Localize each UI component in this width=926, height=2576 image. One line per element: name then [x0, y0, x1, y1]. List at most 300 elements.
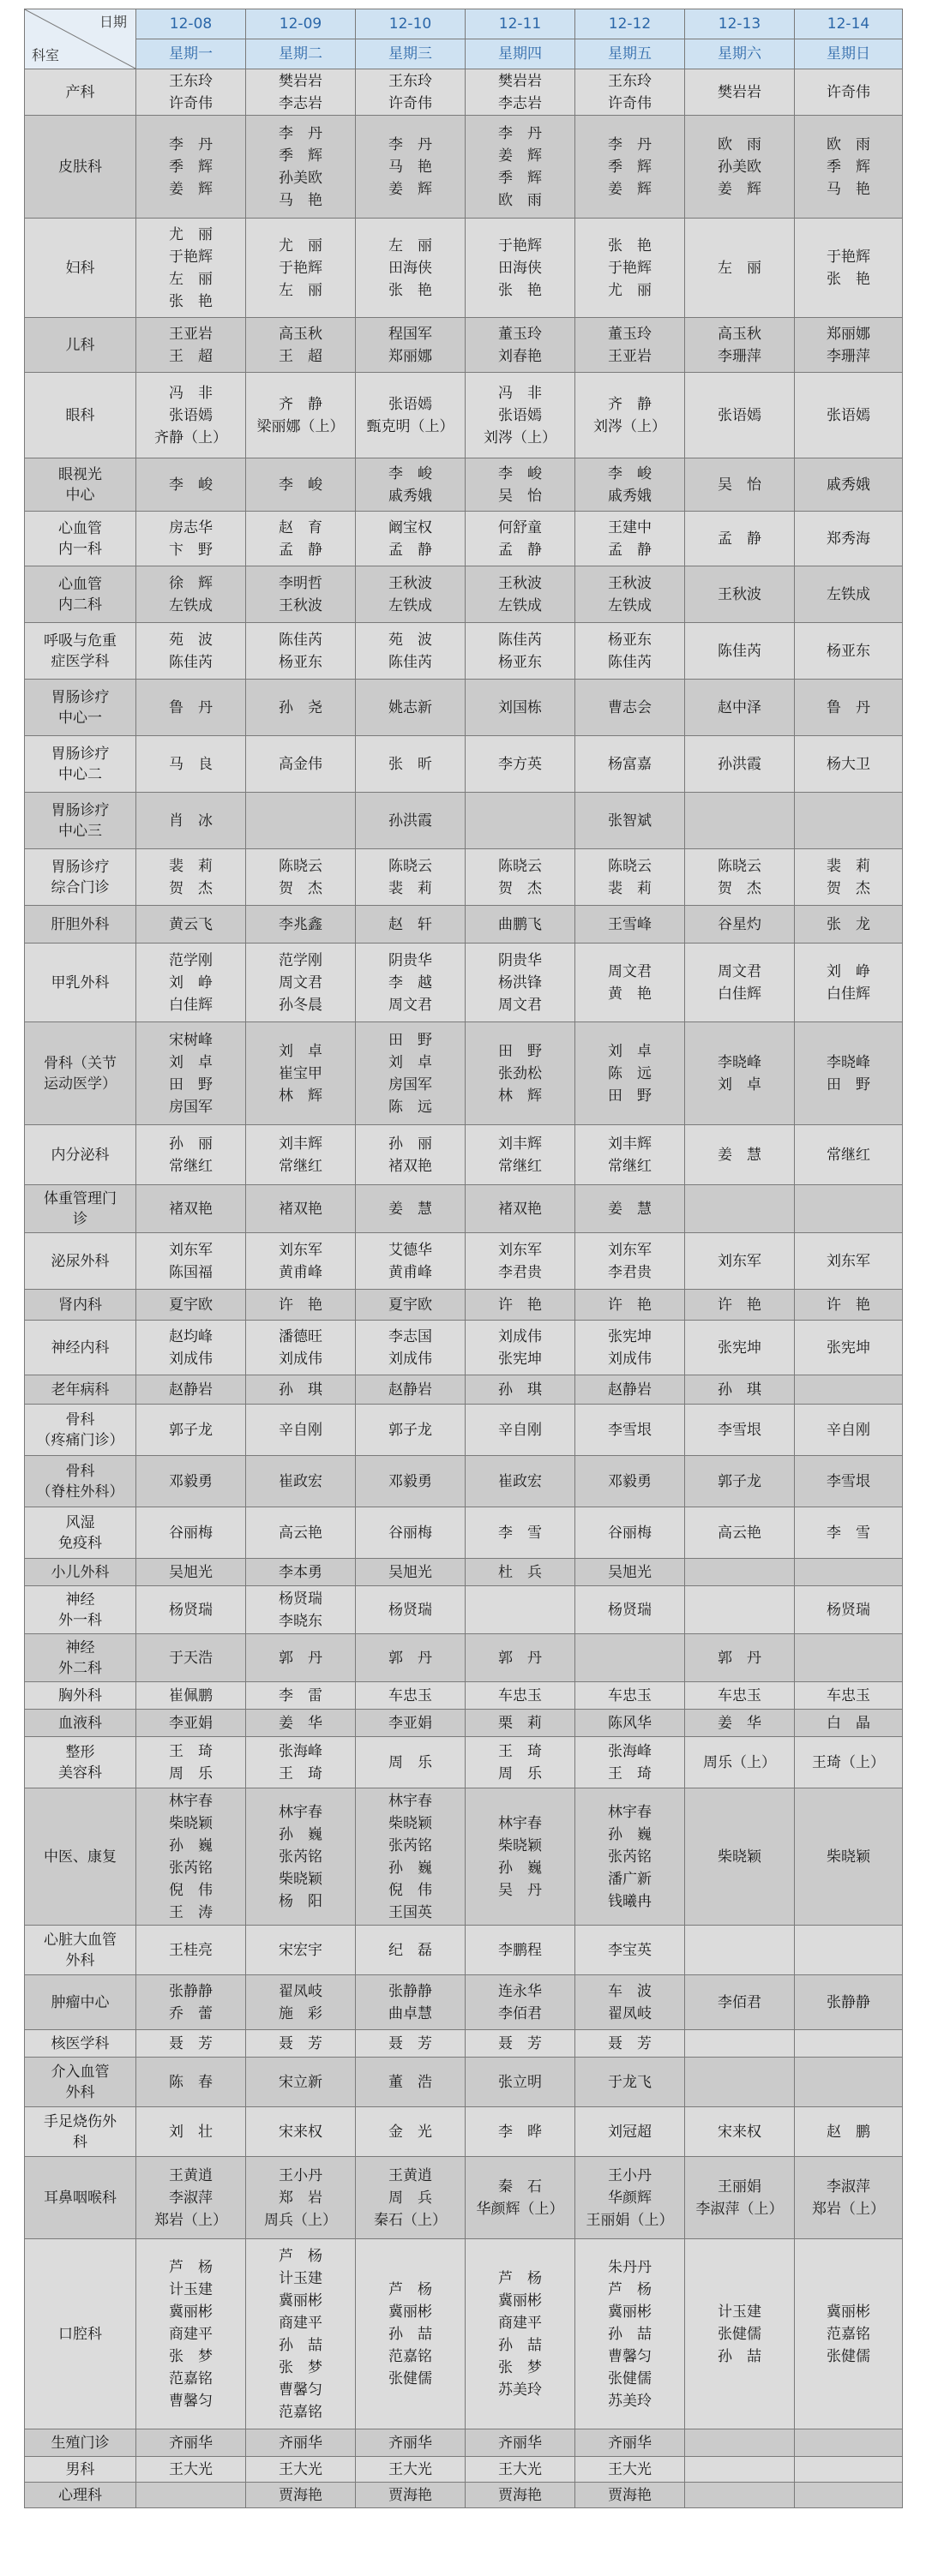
doctor-name: 崔宝甲 [279, 1064, 322, 1082]
doctor-name: 程国军 [388, 325, 432, 343]
doctor-name: 吴 丹 [498, 1881, 542, 1899]
doctor-name: 周 兵 [388, 2189, 432, 2207]
doctor-name: 张语嫣 [827, 406, 870, 424]
doctor-name: 杜 兵 [498, 1563, 542, 1581]
doctor-name: 于艳辉 [608, 259, 652, 277]
doctor-cell [136, 1559, 246, 1586]
doctor-cell [685, 1926, 795, 1975]
doctor-name: 张 艳 [608, 237, 652, 255]
doctor-name: 高玉秋 [718, 325, 761, 343]
doctor-name: 朱丹丹 [608, 2258, 652, 2276]
doctor-cell [575, 736, 685, 793]
table-row [25, 1586, 903, 1634]
doctor-name: 曹馨匀 [608, 2347, 652, 2365]
doctor-cell [356, 458, 466, 512]
doctor-cell [136, 1233, 246, 1290]
doctor-cell [466, 1737, 575, 1788]
doctor-cell [136, 2457, 246, 2483]
doctor-cell [246, 2483, 356, 2508]
doctor-name: 田 野 [827, 1075, 870, 1093]
doctor-cell [136, 1926, 246, 1975]
doctor-name: 王建中 [608, 518, 652, 536]
doctor-name: 车忠玉 [388, 1686, 432, 1704]
doctor-name: 郭 丹 [388, 1649, 432, 1667]
doctor-cell [685, 680, 795, 736]
doctor-name: 孙 巍 [169, 1836, 213, 1854]
doctor-cell [466, 1022, 575, 1125]
doctor-cell [795, 849, 903, 906]
table-row [25, 2239, 903, 2429]
doctor-name: 孙 尧 [279, 698, 322, 716]
doctor-name: 张劲松 [498, 1064, 542, 1082]
doctor-cell [795, 2107, 903, 2157]
doctor-name: 宋立新 [279, 2073, 322, 2091]
doctor-cell [685, 2107, 795, 2157]
doctor-name: 林 辉 [498, 1087, 542, 1105]
doctor-name: 左铁成 [827, 585, 870, 603]
doctor-cell [795, 680, 903, 736]
doctor-name: 高云艳 [279, 1524, 322, 1542]
doctor-name: 王丽娟 [718, 2178, 761, 2196]
doctor-name: 张语嫣 [718, 406, 761, 424]
doctor-cell [466, 1456, 575, 1507]
doctor-name: 孙 喆 [388, 2325, 432, 2343]
department-cell [25, 458, 136, 512]
doctor-cell [356, 1290, 466, 1321]
doctor-cell [136, 944, 246, 1022]
department-name: 外科 [65, 2083, 95, 2101]
doctor-name: 白佳辉 [827, 985, 870, 1003]
doctor-name: 王大光 [498, 2460, 542, 2478]
doctor-cell [136, 318, 246, 373]
doctor-cell [356, 1456, 466, 1507]
doctor-name: 刘涔（上） [593, 417, 666, 435]
doctor-name: 陈佳芮 [388, 653, 432, 671]
doctor-cell [356, 680, 466, 736]
doctor-cell [685, 116, 795, 219]
doctor-cell [246, 1559, 356, 1586]
doctor-name: 田 野 [169, 1075, 213, 1093]
doctor-name: 张宪坤 [827, 1339, 870, 1357]
doctor-cell [685, 1975, 795, 2030]
doctor-name: 李本勇 [279, 1563, 322, 1581]
department-name: 心理科 [58, 2486, 102, 2504]
doctor-cell [795, 1456, 903, 1507]
doctor-cell [685, 2457, 795, 2483]
doctor-cell [246, 1375, 356, 1405]
department-name: 胸外科 [58, 1686, 102, 1704]
table-row [25, 1375, 903, 1405]
doctor-cell [685, 736, 795, 793]
doctor-cell [246, 1788, 356, 1926]
doctor-name: 赵静岩 [388, 1381, 432, 1399]
doctor-name: 刘 卓 [388, 1053, 432, 1071]
doctor-name: 王黄逍 [388, 2166, 432, 2184]
doctor-name: 张海峰 [279, 1742, 322, 1760]
table-row [25, 1788, 903, 1926]
doctor-name: 张语嫣 [169, 406, 213, 424]
doctor-name: 崔佩鹏 [169, 1686, 213, 1704]
doctor-name: 聂 芳 [498, 2034, 542, 2052]
doctor-name: 崔政宏 [498, 1472, 542, 1490]
doctor-cell [136, 1710, 246, 1737]
doctor-name: 李君贵 [498, 1263, 542, 1281]
doctor-name: 王秋波 [608, 574, 652, 592]
doctor-name: 郭子龙 [718, 1472, 761, 1490]
doctor-name: 刘 卓 [718, 1075, 761, 1093]
doctor-cell [246, 1975, 356, 2030]
doctor-name: 冀丽彬 [498, 2291, 542, 2309]
table-row [25, 1290, 903, 1321]
doctor-cell [136, 1634, 246, 1682]
doctor-name: 齐丽华 [388, 2434, 432, 2452]
doctor-cell [356, 373, 466, 458]
table-row [25, 566, 903, 623]
doctor-cell [685, 1634, 795, 1682]
doctor-cell [246, 1737, 356, 1788]
doctor-cell [795, 1559, 903, 1586]
doctor-cell [685, 1125, 795, 1185]
doctor-name: 周文君 [388, 996, 432, 1014]
doctor-cell [795, 1185, 903, 1233]
doctor-name: 尤 丽 [608, 281, 652, 299]
doctor-cell [466, 623, 575, 680]
department-name: 老年病科 [51, 1381, 110, 1399]
doctor-cell [685, 1405, 795, 1456]
doctor-name: 郭 丹 [279, 1649, 322, 1667]
doctor-name: 陈佳芮 [279, 631, 322, 649]
doctor-name: 夏宇欧 [169, 1296, 213, 1314]
doctor-name: 黄甫峰 [388, 1263, 432, 1281]
doctor-cell [136, 2157, 246, 2239]
doctor-cell [685, 1682, 795, 1710]
doctor-cell [136, 1586, 246, 1634]
doctor-name: 田 野 [498, 1042, 542, 1060]
doctor-name: 谷丽梅 [608, 1524, 652, 1542]
department-cell [25, 1559, 136, 1586]
table-row [25, 793, 903, 849]
doctor-name: 芦 杨 [388, 2280, 432, 2298]
doctor-name: 田 野 [608, 1087, 652, 1105]
doctor-name: 季 辉 [169, 158, 213, 176]
doctor-cell [466, 69, 575, 116]
doctor-cell [685, 2239, 795, 2429]
doctor-cell [356, 906, 466, 944]
doctor-name: 辛自刚 [498, 1421, 542, 1439]
doctor-cell [246, 1290, 356, 1321]
doctor-cell [795, 1926, 903, 1975]
doctor-name: 黄甫峰 [279, 1263, 322, 1281]
doctor-name: 王雪峰 [608, 915, 652, 933]
doctor-name: 马 艳 [827, 180, 870, 198]
department-name: 核医学科 [51, 2034, 110, 2052]
department-name: 胃肠诊疗 [51, 858, 110, 876]
doctor-cell [246, 1586, 356, 1634]
department-name: 男科 [65, 2460, 95, 2478]
doctor-cell [136, 2429, 246, 2457]
doctor-cell [136, 2030, 246, 2058]
doctor-name: 李淑萍 [827, 2178, 870, 2196]
doctor-name: 郭子龙 [169, 1421, 213, 1439]
doctor-name: 张健儒 [608, 2369, 652, 2387]
doctor-cell [575, 1926, 685, 1975]
doctor-name: 杨亚东 [498, 653, 542, 671]
doctor-cell [795, 1682, 903, 1710]
doctor-name: 杨贤瑞 [827, 1601, 870, 1619]
doctor-cell [685, 458, 795, 512]
department-name: 小儿外科 [51, 1563, 110, 1581]
doctor-cell [246, 1321, 356, 1375]
doctor-name: 王大光 [279, 2460, 322, 2478]
doctor-name: 何舒童 [498, 518, 542, 536]
doctor-name: 张健儒 [388, 2369, 432, 2387]
doctor-name: 邓毅勇 [608, 1472, 652, 1490]
doctor-cell [685, 1788, 795, 1926]
doctor-name: 董 浩 [388, 2073, 432, 2091]
department-cell [25, 1507, 136, 1559]
weekday-header: 星期五 [575, 39, 685, 69]
doctor-cell [685, 1321, 795, 1375]
doctor-name: 芦 杨 [608, 2280, 652, 2298]
doctor-name: 姜 慧 [388, 1200, 432, 1218]
doctor-cell [795, 906, 903, 944]
doctor-cell [466, 2107, 575, 2157]
doctor-name: 谷丽梅 [169, 1524, 213, 1542]
doctor-name: 周 乐 [169, 1764, 213, 1782]
doctor-cell [575, 680, 685, 736]
doctor-cell [575, 2157, 685, 2239]
doctor-name: 乔 蕾 [169, 2004, 213, 2022]
doctor-name: 季 辉 [498, 169, 542, 187]
doctor-cell [246, 623, 356, 680]
doctor-name: 李君贵 [608, 1263, 652, 1281]
doctor-cell [466, 512, 575, 566]
doctor-name: 李珊萍 [718, 347, 761, 365]
doctor-name: 王小丹 [279, 2166, 322, 2184]
doctor-name: 房国军 [169, 1098, 213, 1116]
department-name: 运动医学） [44, 1075, 117, 1093]
table-row [25, 69, 903, 116]
doctor-name: 孙 巍 [608, 1825, 652, 1843]
doctor-name: 鲁 丹 [827, 698, 870, 716]
doctor-cell [136, 1456, 246, 1507]
doctor-name: 刘丰辉 [279, 1135, 322, 1153]
department-cell [25, 2058, 136, 2107]
department-name: 中心 [65, 486, 95, 504]
department-cell [25, 1233, 136, 1290]
doctor-name: 谷星灼 [718, 915, 761, 933]
doctor-name: 董玉玲 [608, 325, 652, 343]
doctor-name: 姚志新 [388, 698, 432, 716]
doctor-name: 许 艳 [608, 1296, 652, 1314]
doctor-name: 辛自刚 [279, 1421, 322, 1439]
doctor-name: 欧 雨 [827, 135, 870, 153]
doctor-name: 聂 芳 [279, 2034, 322, 2052]
department-cell [25, 318, 136, 373]
doctor-name: 陈佳芮 [169, 653, 213, 671]
doctor-cell [136, 219, 246, 318]
table-row [25, 680, 903, 736]
doctor-cell [575, 1321, 685, 1375]
doctor-name: 贺 杰 [718, 879, 761, 897]
doctor-name: 李 峻 [608, 464, 652, 482]
doctor-cell [685, 906, 795, 944]
department-name: 症医学科 [51, 652, 110, 670]
doctor-name: 甄克明（上） [366, 417, 454, 435]
doctor-name: 张芮铭 [169, 1859, 213, 1877]
doctor-name: 吴 怡 [718, 476, 761, 494]
doctor-name: 齐丽华 [169, 2434, 213, 2452]
doctor-name: 尤 丽 [279, 237, 322, 255]
doctor-cell [795, 736, 903, 793]
doctor-cell [356, 1634, 466, 1682]
doctor-name: 樊岩岩 [279, 72, 322, 90]
doctor-cell [795, 1737, 903, 1788]
doctor-name: 刘 卓 [608, 1042, 652, 1060]
table-row [25, 1321, 903, 1375]
doctor-cell [356, 2030, 466, 2058]
table-row [25, 1975, 903, 2030]
doctor-name: 张语嫣 [498, 406, 542, 424]
date-header: 12-13 [685, 9, 795, 39]
doctor-name: 孙洪霞 [718, 755, 761, 773]
department-name: 骨科 [65, 1462, 95, 1480]
doctor-cell [795, 2239, 903, 2429]
doctor-name: 李志岩 [498, 94, 542, 112]
doctor-name: 孙 巍 [498, 1859, 542, 1877]
doctor-cell [795, 512, 903, 566]
doctor-name: 吴旭光 [388, 1563, 432, 1581]
doctor-name: 林宇春 [498, 1814, 542, 1832]
table-row [25, 849, 903, 906]
doctor-cell [575, 69, 685, 116]
doctor-name: 孙洪霞 [388, 812, 432, 830]
doctor-cell [246, 2107, 356, 2157]
doctor-name: 左 丽 [718, 259, 761, 277]
doctor-cell [356, 1233, 466, 1290]
doctor-name: 李 丹 [608, 135, 652, 153]
doctor-cell [685, 2030, 795, 2058]
doctor-name: 宋来权 [718, 2123, 761, 2141]
doctor-cell [356, 1022, 466, 1125]
doctor-name: 王东玲 [608, 72, 652, 90]
doctor-cell [466, 116, 575, 219]
doctor-name: 吴 怡 [498, 487, 542, 505]
doctor-cell [575, 1682, 685, 1710]
doctor-name: 王亚岩 [169, 325, 213, 343]
table-row [25, 2429, 903, 2457]
doctor-cell [246, 1710, 356, 1737]
doctor-name: 郑岩（上） [154, 2211, 227, 2229]
doctor-name: 张健儒 [718, 2325, 761, 2343]
doctor-cell [575, 1290, 685, 1321]
doctor-name: 苑 波 [388, 631, 432, 649]
department-cell [25, 2239, 136, 2429]
doctor-name: 欧 雨 [718, 135, 761, 153]
doctor-name: 林宇春 [608, 1803, 652, 1821]
doctor-cell [575, 458, 685, 512]
department-cell [25, 1975, 136, 2030]
doctor-cell [575, 2457, 685, 2483]
doctor-cell [246, 1185, 356, 1233]
department-name: 外二科 [58, 1659, 102, 1677]
department-name: 产科 [65, 83, 95, 101]
doctor-cell [795, 318, 903, 373]
weekday-header: 星期一 [136, 39, 246, 69]
doctor-cell [356, 1375, 466, 1405]
doctor-cell [466, 906, 575, 944]
doctor-cell [466, 1290, 575, 1321]
table-row [25, 1405, 903, 1456]
doctor-cell [246, 736, 356, 793]
table-row [25, 458, 903, 512]
doctor-name: 左铁成 [608, 596, 652, 614]
department-name: （疼痛门诊） [36, 1431, 124, 1449]
doctor-name: 李 峻 [498, 464, 542, 482]
doctor-name: 李 丹 [169, 135, 213, 153]
doctor-cell [466, 2030, 575, 2058]
doctor-name: 王丽娟（上） [586, 2211, 674, 2229]
department-cell [25, 680, 136, 736]
header-dates-row [25, 9, 903, 39]
doctor-cell [136, 1507, 246, 1559]
doctor-cell [575, 1788, 685, 1926]
doctor-name: 李 峻 [279, 476, 322, 494]
doctor-name: 车 波 [608, 1982, 652, 2000]
doctor-name: 于龙飞 [608, 2073, 652, 2091]
doctor-name: 张静静 [827, 1993, 870, 2011]
doctor-cell [575, 1559, 685, 1586]
doctor-name: 张静静 [388, 1982, 432, 2000]
doctor-name: 赵中泽 [718, 698, 761, 716]
doctor-cell [575, 2429, 685, 2457]
doctor-cell [466, 219, 575, 318]
department-name: 甲乳外科 [51, 973, 110, 991]
doctor-name: 戚秀娥 [388, 487, 432, 505]
doctor-name: 王 涛 [169, 1903, 213, 1921]
doctor-name: 李 雪 [498, 1524, 542, 1542]
doctor-name: 李雪垠 [827, 1472, 870, 1490]
doctor-name: 刘东军 [608, 1241, 652, 1259]
doctor-cell [795, 2429, 903, 2457]
table-row [25, 1185, 903, 1233]
doctor-name: 戚秀娥 [827, 476, 870, 494]
doctor-name: 田海侠 [388, 259, 432, 277]
doctor-cell [685, 2157, 795, 2239]
weekday-header: 星期二 [246, 39, 356, 69]
doctor-cell [466, 1634, 575, 1682]
doctor-name: 宋来权 [279, 2123, 322, 2141]
doctor-name: 潘德旺 [279, 1327, 322, 1345]
table-row [25, 373, 903, 458]
doctor-cell [246, 2058, 356, 2107]
doctor-cell [136, 1321, 246, 1375]
doctor-name: 柴晓颖 [169, 1814, 213, 1832]
doctor-name: 孙 喆 [718, 2347, 761, 2365]
doctor-name: 杨贤瑞 [279, 1590, 322, 1608]
doctor-name: 许奇伟 [827, 83, 870, 101]
doctor-name: 芦 杨 [279, 2247, 322, 2265]
doctor-name: 李 晔 [498, 2123, 542, 2141]
doctor-cell [246, 318, 356, 373]
doctor-cell [246, 2157, 356, 2239]
doctor-name: 张海峰 [608, 1742, 652, 1760]
doctor-name: 李明哲 [279, 574, 322, 592]
department-cell [25, 2483, 136, 2508]
doctor-name: 贺 杰 [279, 879, 322, 897]
doctor-name: 李 峻 [388, 464, 432, 482]
department-cell [25, 849, 136, 906]
